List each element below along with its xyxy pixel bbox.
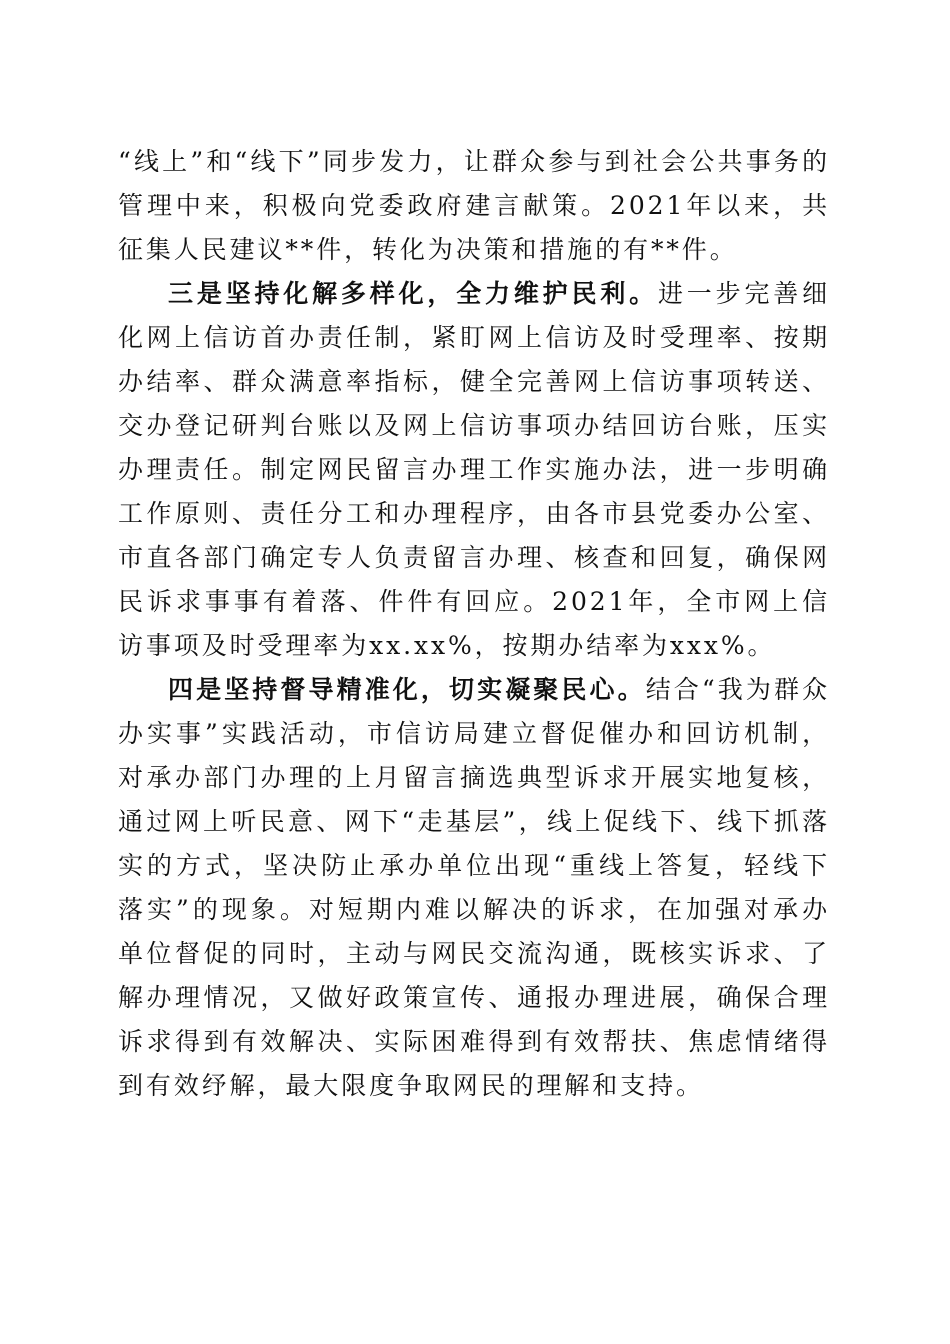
paragraph-continued	[118, 140, 830, 272]
paragraph-point-three	[118, 272, 830, 668]
paragraph-text: “线上”和“线下”同步发力，让群众参与到社会公共事务的管理中来，积极向党委政府建言献策。2021年以来，共征集人民建议**件，转化为决策和措施的有**件。	[118, 147, 830, 264]
paragraph-point-four	[118, 668, 830, 1108]
paragraph-lead-heading: 三是坚持化解多样化，全力维护民利。	[168, 279, 658, 308]
paragraph-text: 结合“我为群众办实事”实践活动，市信访局建立督促催办和回访机制，对承办部门办理的上月留言摘选典型诉求开展实地复核，通过网上听民意、网下“走基层”，线上促线下、线下抓落实的方式，坚决防止承办单位出现“重线上答复，轻线下落实”的现象。对短期内难以解决的诉求，在加强对承办单位督促的同时，主动与网民交流沟通，既核实诉求、了解办理情况，又做好政策宣传、通报办理进展，确保合理诉求得到有效解决、实际困难得到有效帮扶、焦虑情绪得到有效纾解，最大限度争取网民的理解和支持。	[118, 675, 830, 1100]
paragraph-text: 进一步完善细化网上信访首办责任制，紧盯网上信访及时受理率、按期办结率、群众满意率指标，健全完善网上信访事项转送、交办登记研判台账以及网上信访事项办结回访台账，压实办理责任。制定网民留言办理工作实施办法，进一步明确工作原则、责任分工和办理程序，由各市县党委办公室、市直各部门确定专人负责留言办理、核查和回复，确保网民诉求事事有着落、件件有回应。2021年，全市网上信访事项及时受理率为xx.xx%，按期办结率为xxx%。	[118, 279, 830, 660]
document-body	[118, 140, 830, 1108]
paragraph-lead-heading: 四是坚持督导精准化，切实凝聚民心。	[168, 675, 646, 704]
